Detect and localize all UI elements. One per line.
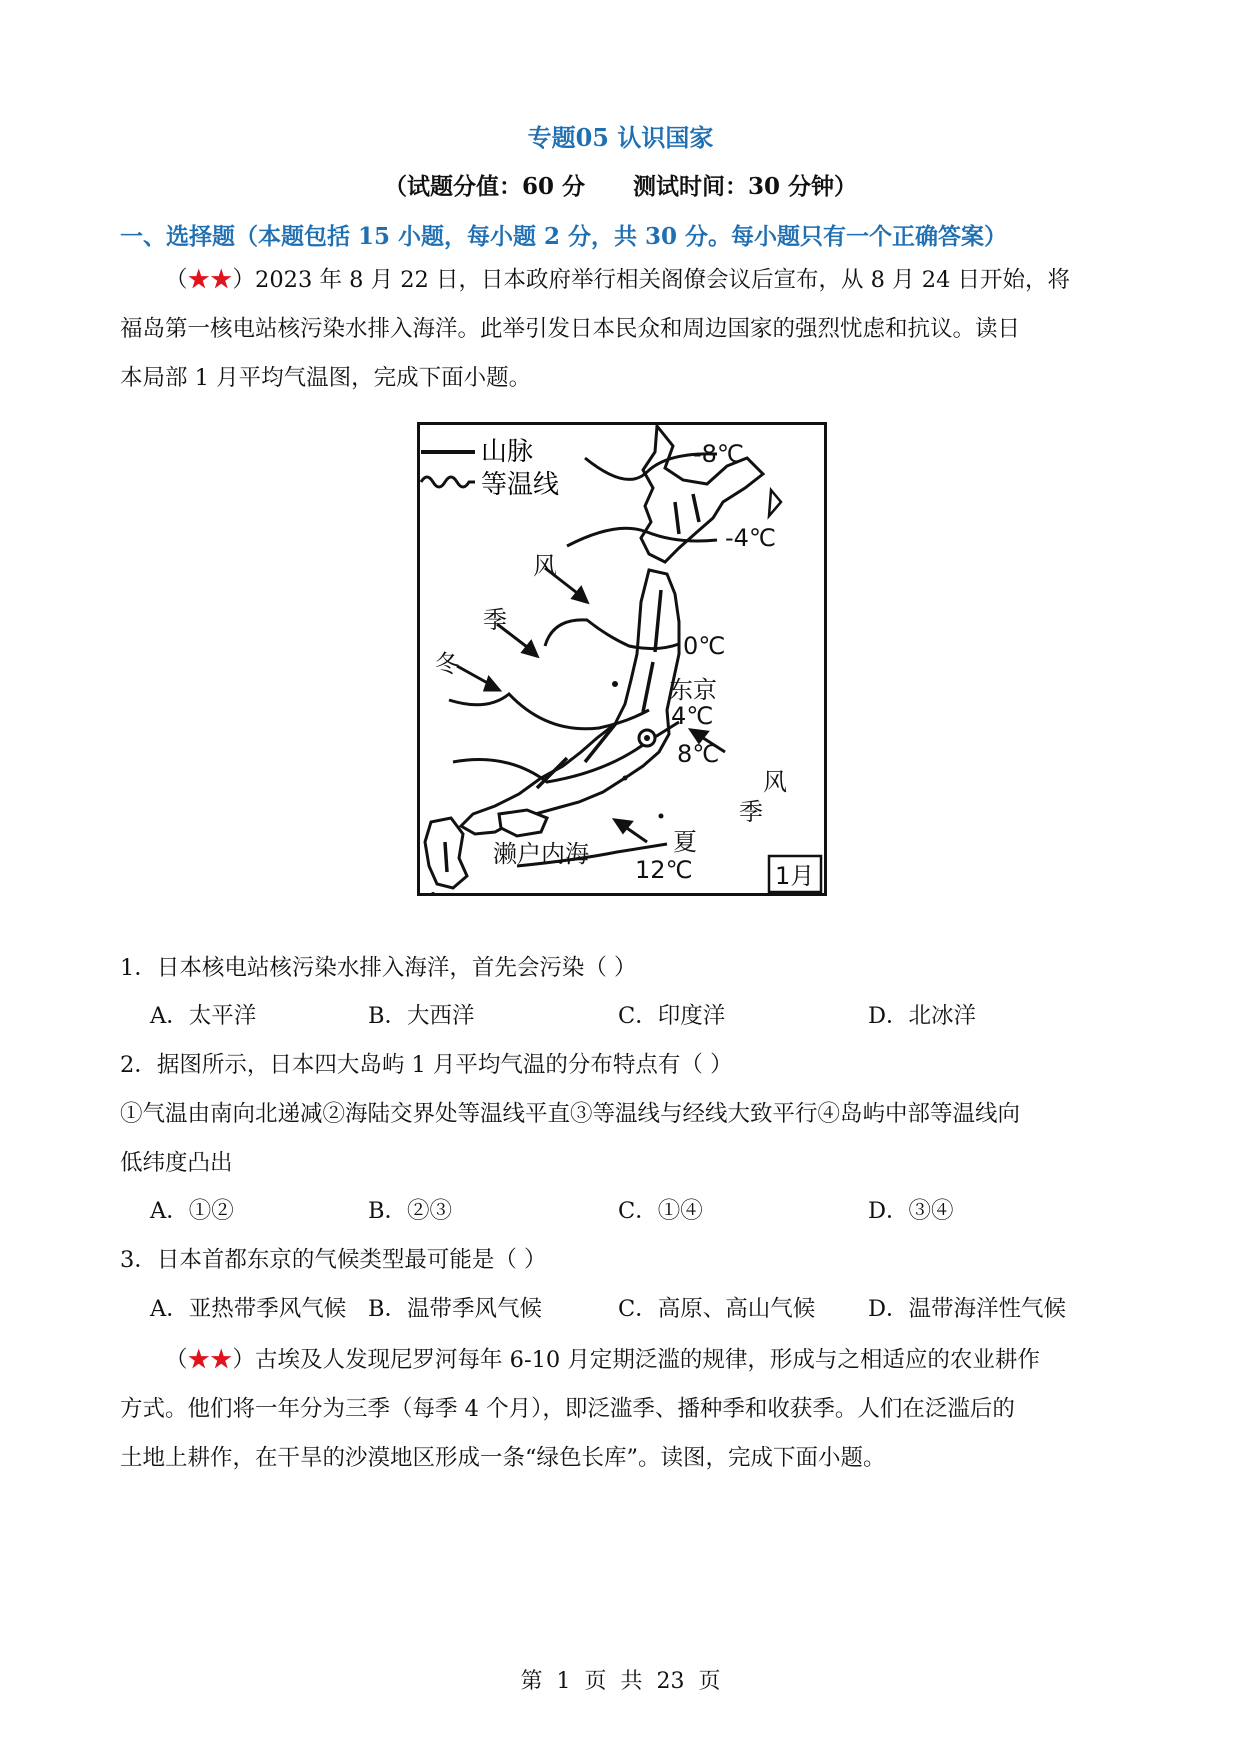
winter-wind-label-1: 冬 — [435, 650, 459, 678]
q2-option-b: B．②③ — [368, 1198, 453, 1224]
q3-option-a: A．亚热带季风气候 — [150, 1296, 347, 1322]
tokyo-label: 东京 — [669, 676, 717, 704]
question-2-stem: 2．据图所示，日本四大岛屿 1 月平均气温的分布特点有（ ） — [120, 1052, 733, 1078]
question-2-statements: ①气温由南向北递减②海陆交界处等温线平直③等温线与经线大致平行④岛屿中部等温线向 — [120, 1101, 1021, 1127]
q3-option-c: C．高原、高山气候 — [618, 1296, 816, 1322]
page-footer: 第 1 页 共 23 页 — [520, 1669, 721, 1694]
island-dot — [623, 776, 628, 781]
passage-1-line-1: （★★）2023 年 8 月 22 日，日本政府举行相关阁僚会议后宣布，从 8 月 24 日开始，将 — [165, 267, 1071, 293]
question-2-statements-cont: 低纬度凸出 — [120, 1150, 233, 1176]
q3-option-d: D．温带海洋性气候 — [868, 1296, 1067, 1322]
q1-option-c: C．印度洋 — [618, 1003, 726, 1029]
q2-option-c: C．①④ — [618, 1198, 703, 1224]
page-title: 专题05 认识国家 — [527, 123, 714, 152]
section-heading: 一、选择题（本题包括 15 小题，每小题 2 分，共 30 分。每小题只有一个正确答案） — [120, 223, 1008, 250]
isotherm-m8-label: -8℃ — [693, 440, 744, 468]
page-subtitle: （试题分值：60 分 测试时间：30 分钟） — [383, 173, 858, 200]
passage-2-line-1: （★★）古埃及人发现尼罗河每年 6-10 月定期泛滥的规律，形成与之相适应的农业耕作 — [165, 1347, 1040, 1373]
isotherm-4-label: 4℃ — [671, 702, 714, 730]
q1-option-d: D．北冰洋 — [868, 1003, 977, 1029]
question-1-stem: 1．日本核电站核污染水排入海洋，首先会污染（ ） — [120, 955, 637, 981]
summer-wind-label-2: 季 — [739, 798, 763, 826]
japan-temperature-map — [417, 422, 827, 896]
legend-isotherm-label: 等温线 — [481, 470, 560, 500]
isotherm-m4-label: -4℃ — [725, 524, 776, 552]
isotherm-12-label: 12℃ — [635, 856, 693, 884]
question-3-options — [150, 1291, 1130, 1323]
passage-1-line-3: 本局部 1 月平均气温图，完成下面小题。 — [120, 365, 532, 391]
island-dot — [431, 892, 435, 896]
legend-mountain-label: 山脉 — [481, 437, 534, 467]
summer-wind-label-1: 夏 — [673, 828, 697, 856]
question-2-options — [150, 1193, 1130, 1225]
passage-1-line-2: 福岛第一核电站核污染水排入海洋。此举引发日本民众和周边国家的强烈忧虑和抗议。读日 — [120, 316, 1021, 342]
tokyo-marker-dot — [644, 735, 650, 741]
shikoku-island — [499, 810, 547, 836]
passage-1 — [120, 256, 1120, 403]
q2-option-d: D．③④ — [868, 1198, 954, 1224]
q3-option-b: B．温带季风气候 — [368, 1296, 543, 1322]
isotherm-8-label: 8℃ — [677, 740, 720, 768]
winter-wind-label-2: 季 — [483, 606, 507, 634]
island-dot — [612, 681, 618, 687]
island-dot — [659, 814, 664, 819]
winter-wind-label-3: 风 — [533, 552, 557, 580]
isotherm-0-label: 0℃ — [683, 632, 726, 660]
seto-inland-sea-label: 濑户内海 — [493, 840, 589, 868]
question-1-options — [150, 998, 1130, 1030]
passage-2-line-2: 方式。他们将一年分为三季（每季 4 个月），即泛滥季、播种季和收获季。人们在泛滥后的 — [120, 1396, 1015, 1422]
difficulty-stars: ★★ — [187, 267, 233, 293]
question-3-stem: 3．日本首都东京的气候类型最可能是（ ） — [120, 1247, 547, 1273]
month-label: 1月 — [775, 862, 815, 890]
q1-option-a: A．太平洋 — [150, 1003, 257, 1029]
q2-option-a: A．①② — [150, 1198, 234, 1224]
passage-2-line-3: 土地上耕作，在干旱的沙漠地区形成一条“绿色长库”。读图，完成下面小题。 — [120, 1445, 886, 1471]
difficulty-stars: ★★ — [187, 1347, 233, 1373]
summer-wind-label-3: 风 — [763, 768, 787, 796]
passage-2 — [120, 1336, 1120, 1483]
q1-option-b: B．大西洋 — [368, 1003, 475, 1029]
